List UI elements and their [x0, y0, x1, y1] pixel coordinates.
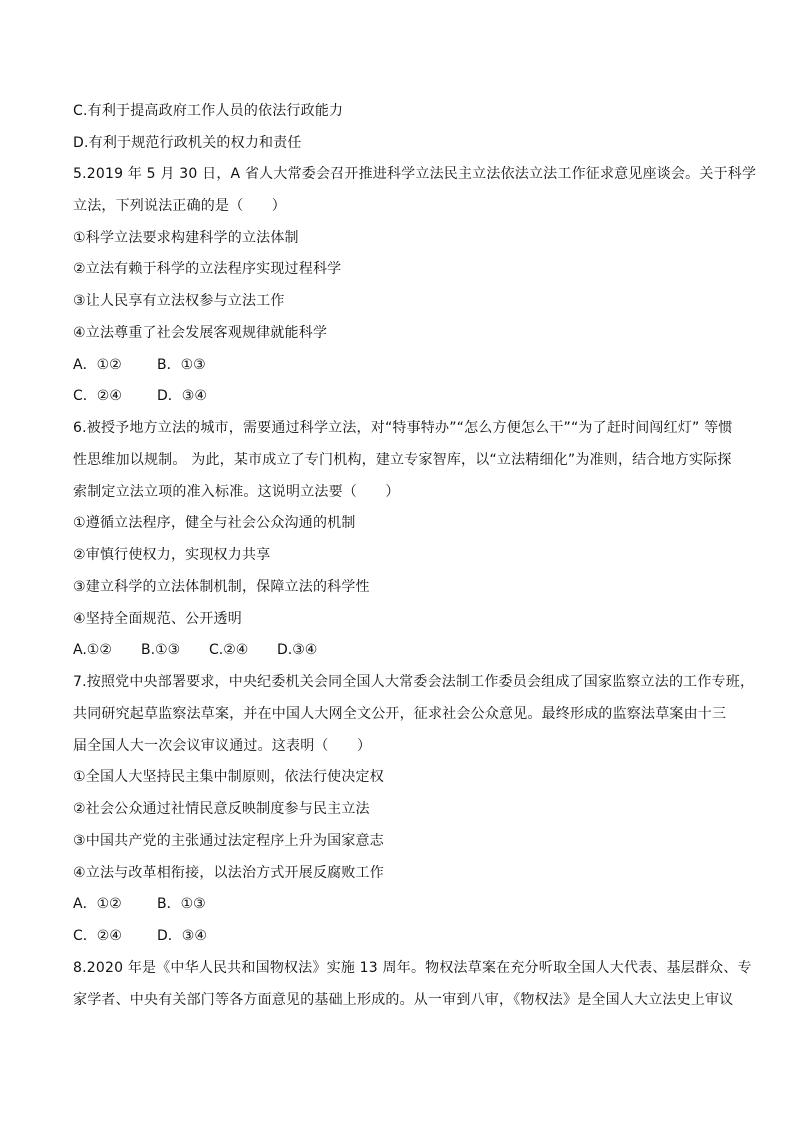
q6-option-d: D.③④ [277, 642, 318, 658]
q7-stem-line1: 7.按照党中央部署要求，中央纪委机关会同全国人大常委会法制工作委员会组成了国家监察立法的工作专班， [73, 674, 755, 690]
q8-stem-line1: 8.2020 年是《中华人民共和国物权法》实施 13 周年。物权法草案在充分听取全国人大代表、基层群众、专 [73, 960, 752, 976]
q5-option-a: A．①② [73, 357, 122, 373]
q7-item-3: ③中国共产党的主张通过法定程序上升为国家意志 [73, 833, 384, 849]
prev-option-c: C.有利于提高政府工作人员的依法行政能力 [73, 103, 344, 119]
q6-stem-line1: 6.被授予地方立法的城市，需要通过科学立法，对“特事特办”“怎么方便怎么干”“为了赶时间闯红灯” 等惯 [73, 420, 733, 436]
q5-option-d: D．③④ [157, 388, 207, 404]
q6-option-a: A.①② [73, 642, 112, 658]
q7-option-c: C．②④ [73, 928, 122, 944]
q5-item-1: ①科学立法要求构建科学的立法体制 [73, 230, 299, 246]
q7-option-a: A．①② [73, 896, 122, 912]
q7-item-1: ①全国人大坚持民主集中制原则，依法行使决定权 [73, 769, 384, 785]
q7-item-4: ④立法与改革相衔接，以法治方式开展反腐败工作 [73, 865, 384, 881]
q5-item-2: ②立法有赖于科学的立法程序实现过程科学 [73, 261, 342, 277]
q7-stem-line3: 届全国人大一次会议审议通过。这表明（ ） [73, 738, 372, 754]
q7-option-b: B．①③ [157, 896, 206, 912]
q5-item-3: ③让人民享有立法权参与立法工作 [73, 293, 285, 309]
q7-stem-line2: 共同研究起草监察法草案，并在中国人大网全文公开，征求社会公众意见。最终形成的监察法草案由十三 [73, 706, 727, 722]
q6-stem-line3: 索制定立法立项的准入标准。这说明立法要（ ） [73, 484, 400, 500]
q6-item-2: ②审慎行使权力，实现权力共享 [73, 547, 271, 563]
q6-option-c: C.②④ [209, 642, 249, 658]
q6-item-1: ①遵循立法程序，健全与社会公众沟通的机制 [73, 515, 356, 531]
q5-option-c: C．②④ [73, 388, 122, 404]
q6-item-4: ④坚持全面规范、公开透明 [73, 611, 242, 627]
prev-option-d: D.有利于规范行政机关的权力和责任 [73, 135, 302, 151]
q6-item-3: ③建立科学的立法体制机制，保障立法的科学性 [73, 579, 370, 595]
q5-option-b: B．①③ [157, 357, 206, 373]
q5-stem-line2: 立法，下列说法正确的是（ ） [73, 198, 286, 214]
q7-item-2: ②社会公众通过社情民意反映制度参与民主立法 [73, 801, 370, 817]
q8-stem-line2: 家学者、中央有关部门等各方面意见的基础上形成的。从一审到八审，《物权法》是全国人大立法史上审议 [73, 992, 734, 1008]
q7-option-d: D．③④ [157, 928, 207, 944]
q5-stem-line1: 5.2019 年 5 月 30 日，A 省人大常委会召开推进科学立法民主立法依法立法工作征求意见座谈会。关于科学 [73, 166, 757, 182]
q5-item-4: ④立法尊重了社会发展客观规律就能科学 [73, 325, 328, 341]
q6-stem-line2: 性思维加以规制。 为此，某市成立了专门机构，建立专家智库，以“立法精细化”为准则，结合地方实际探 [73, 452, 732, 468]
q6-option-b: B.①③ [141, 642, 181, 658]
